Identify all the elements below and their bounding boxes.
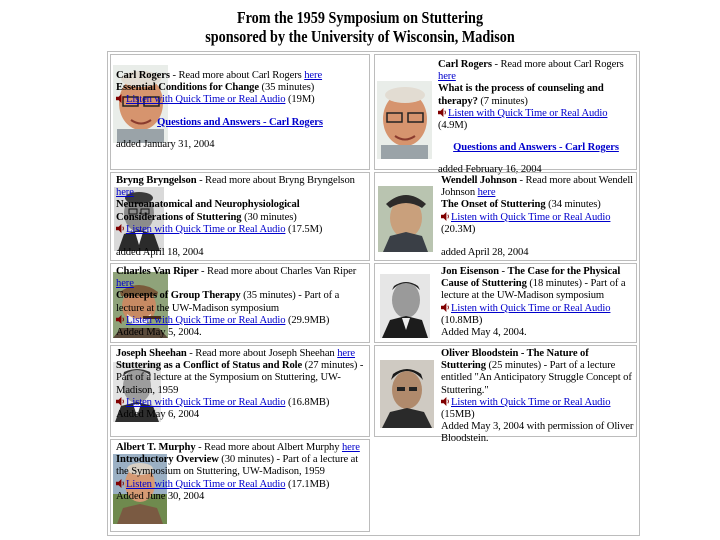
lecture-cell-carl-rogers-1 — [110, 54, 370, 170]
read-more-link[interactable]: here — [116, 278, 134, 290]
speaker-icon — [441, 397, 450, 406]
wendell-johnson-photo — [378, 186, 433, 252]
file-size: (17.5M) — [288, 223, 323, 235]
speaker-name: Joseph Sheehan — [116, 348, 187, 359]
name-separator: - — [518, 348, 527, 359]
speaker-name: Carl Rogers — [116, 70, 170, 81]
speaker-icon — [438, 108, 447, 117]
read-more-text: - Read more about Charles Van Riper — [198, 266, 357, 277]
added-date: Added May 5, 2004. — [116, 327, 202, 339]
lecture-duration: (30 minutes) - Part of a lecture at the Symposium on Stuttering, UW-Madison, 1959 — [116, 454, 359, 478]
speaker-icon — [441, 212, 450, 221]
speaker-name: Charles Van Riper — [116, 266, 199, 277]
file-size: (10.8MB) — [441, 314, 483, 326]
file-size: (4.9M) — [438, 120, 468, 132]
lectures-table — [107, 51, 640, 536]
file-size: (29.9MB) — [288, 314, 330, 326]
listen-link[interactable]: Listen with Quick Time or Real Audio — [126, 94, 286, 106]
page-title — [50, 8, 669, 46]
listen-link[interactable]: Listen with Quick Time or Real Audio — [448, 107, 608, 119]
lecture-duration: (25 minutes) - Part of a lecture entitled "An Anticipatory Struggle Concept of Stuttering." — [441, 360, 632, 396]
read-more-link[interactable]: here — [341, 442, 360, 453]
lecture-cell-van-riper — [110, 263, 370, 343]
lecture-cell-carl-rogers-2 — [374, 54, 637, 176]
listen-link[interactable]: Listen with Quick Time or Real Audio — [126, 223, 286, 235]
speaker-name: Wendell Johnson — [441, 175, 517, 186]
lecture-title: What is the process of counseling and therapy? — [438, 83, 604, 107]
lecture-title: Introductory Overview — [116, 454, 219, 466]
added-date: Added May 6, 2004 — [116, 409, 200, 421]
speaker-name: Bryng Bryngelson — [116, 175, 197, 186]
lecture-duration: (18 minutes) - Part of a lecture at the UW-Madison symposium — [441, 278, 626, 302]
listen-link[interactable]: Listen with Quick Time or Real Audio — [451, 396, 611, 408]
added-date: Added May 4, 2004. — [441, 327, 527, 339]
listen-link[interactable]: Listen with Quick Time or Real Audio — [126, 478, 286, 490]
speaker-icon — [116, 479, 125, 488]
speaker-name: Carl Rogers — [438, 59, 492, 70]
lecture-cell-wendell-johnson — [374, 172, 637, 261]
lecture-title: The Onset of Stuttering — [441, 199, 546, 211]
questions-answers-link[interactable]: Questions and Answers - Carl Rogers — [453, 142, 619, 154]
speaker-icon — [441, 303, 450, 312]
speaker-icon — [116, 315, 125, 324]
speaker-icon — [116, 224, 125, 233]
added-date: added April 28, 2004 — [441, 247, 529, 259]
lecture-duration: (34 minutes) — [545, 199, 601, 211]
read-more-text: - Read more about Albert Murphy — [195, 442, 342, 453]
speaker-name: Albert T. Murphy — [116, 442, 196, 453]
listen-link[interactable]: Listen with Quick Time or Real Audio — [451, 302, 611, 314]
jon-eisenson-photo — [380, 274, 430, 338]
speaker-name: Oliver Bloodstein — [441, 348, 519, 359]
read-more-text: - Read more about Carl Rogers — [169, 70, 305, 81]
lecture-cell-eisenson — [374, 263, 637, 343]
added-date: added February 16, 2004 — [438, 164, 542, 176]
lecture-title: The Nature of Stuttering — [441, 348, 589, 372]
added-date: Added May 3, 2004 with permission of Oliver Bloodstein. — [441, 421, 634, 445]
lecture-duration: (30 minutes) — [241, 211, 297, 223]
lecture-title: Neuroanatomical and Neurophysiological Considerations of Stuttering — [116, 199, 300, 223]
lecture-cell-murphy — [110, 439, 370, 532]
listen-link[interactable]: Listen with Quick Time or Real Audio — [451, 211, 611, 223]
read-more-link[interactable]: here — [438, 71, 456, 83]
read-more-text: - Read more about Bryng Bryngelson — [196, 175, 355, 186]
file-size: (19M) — [288, 94, 315, 106]
title-line-1: From the 1959 Symposium on Stuttering — [236, 8, 484, 27]
questions-answers-link[interactable]: Questions and Answers - Carl Rogers — [157, 116, 323, 128]
lecture-title: Concepts of Group Therapy — [116, 290, 241, 302]
read-more-link[interactable]: here — [477, 187, 496, 199]
lecture-duration: (35 minutes) - Part of a lecture at the UW-Madison symposium — [116, 290, 340, 314]
lecture-cell-sheehan — [110, 345, 370, 437]
carl-rogers-photo — [377, 81, 432, 159]
file-size: (15MB) — [441, 409, 475, 421]
file-size: (20.3M) — [441, 223, 476, 235]
read-more-link[interactable]: here — [337, 348, 356, 359]
read-more-text: - Read more about Joseph Sheehan — [186, 348, 338, 359]
lecture-duration: (7 minutes) — [477, 95, 528, 107]
speaker-icon — [116, 397, 125, 406]
lecture-duration: (27 minutes) - Part of a lecture at the Symposium on Stuttering, UW-Madison, 1959 — [116, 360, 364, 396]
read-more-text: - Read more about Wendell Johnson — [441, 175, 634, 199]
read-more-text: - Read more about Carl Rogers — [491, 59, 624, 70]
listen-link[interactable]: Listen with Quick Time or Real Audio — [126, 396, 286, 408]
title-line-2: sponsored by the University of Wisconsin, Madison — [205, 27, 515, 46]
oliver-bloodstein-photo — [380, 360, 434, 428]
speaker-icon — [116, 94, 125, 103]
file-size: (17.1MB) — [288, 478, 330, 490]
listen-link[interactable]: Listen with Quick Time or Real Audio — [126, 314, 286, 326]
name-separator: - — [498, 266, 508, 277]
lecture-title: Stuttering as a Conflict of Status and Role — [116, 360, 303, 372]
lecture-cell-bryngelson — [110, 172, 370, 261]
added-date: added April 18, 2004 — [116, 247, 204, 259]
lecture-duration: (35 minutes) — [258, 82, 315, 94]
lecture-cell-bloodstein — [374, 345, 637, 445]
lecture-title: Essential Conditions for Change — [116, 82, 259, 94]
lecture-title: The Case for the Physical Cause of Stuttering — [441, 266, 621, 290]
added-date: Added June 30, 2004 — [116, 490, 205, 502]
read-more-link[interactable]: here — [304, 70, 323, 81]
added-date: added January 31, 2004 — [116, 138, 215, 150]
speaker-name: Jon Eisenson — [441, 266, 499, 277]
file-size: (16.8MB) — [288, 396, 330, 408]
read-more-link[interactable]: here — [116, 187, 134, 199]
